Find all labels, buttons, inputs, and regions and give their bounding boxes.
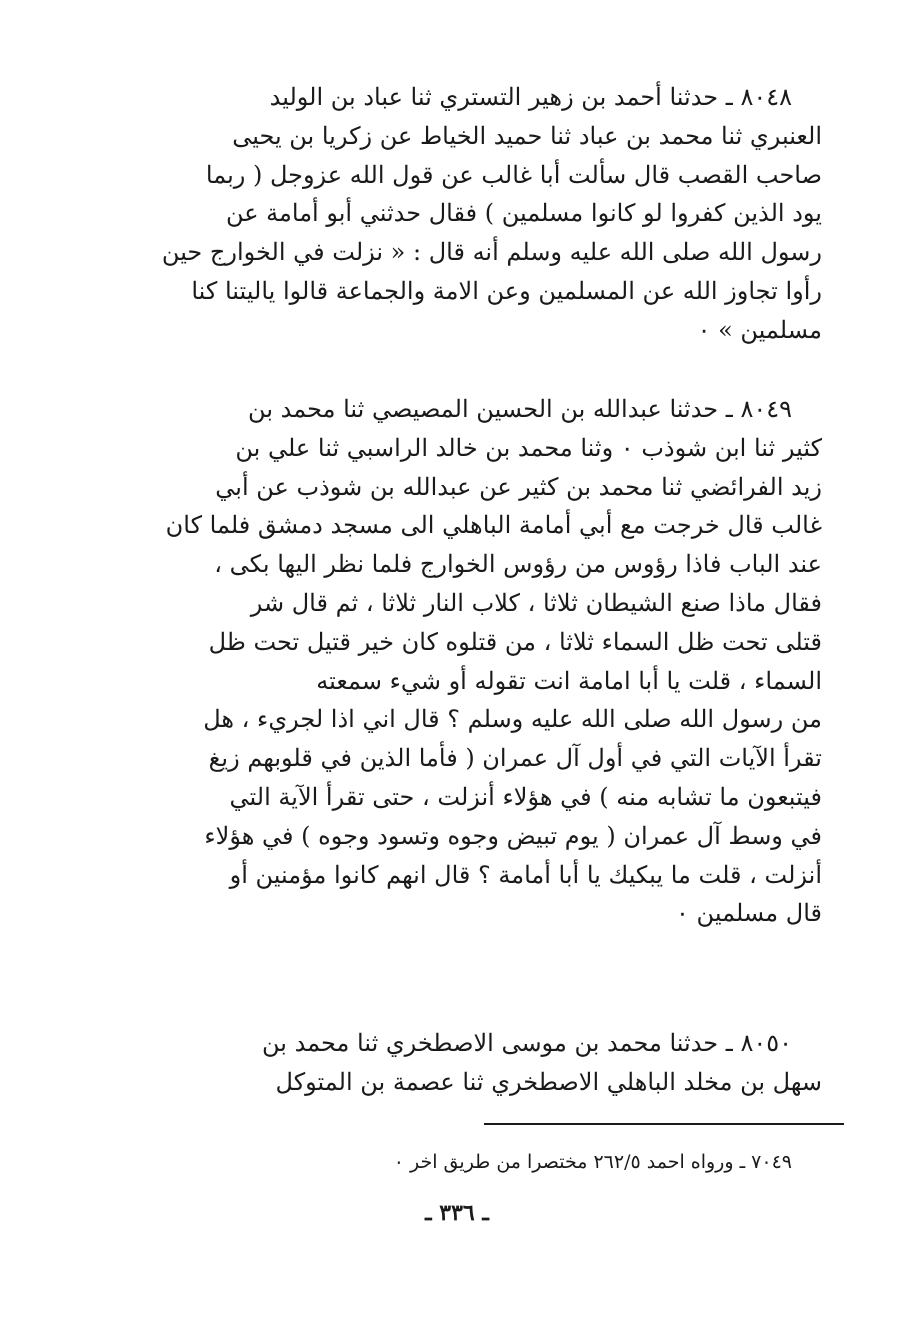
text-line: زيد الفرائضي ثنا محمد بن كثير عن عبدالله بن شوذب عن أبي: [215, 472, 822, 501]
footnote-separator: [484, 1123, 844, 1125]
text-line: ٨٠٥٠ ـ حدثنا محمد بن موسى الاصطخري ثنا محمد بن: [261, 1029, 792, 1057]
text-line: كثير ثنا ابن شوذب ٠ وثنا محمد بن خالد الراسبي ثنا علي بن: [235, 433, 822, 462]
text-line: فقال ماذا صنع الشيطان ثلاثا ، كلاب النار ثلاثا ، ثم قال شر: [250, 588, 822, 617]
text-line: من رسول الله صلى الله عليه وسلم ؟ قال اني اذا لجريء ، هل: [203, 705, 822, 734]
text-line: يود الذين كفروا لو كانوا مسلمين ) فقال حدثني أبو أمامة عن: [225, 199, 822, 228]
text-line: رسول الله صلى الله عليه وسلم أنه قال : « نزلت في الخوارج حين: [161, 238, 822, 267]
hadith-8049: [102, 390, 822, 933]
hadith-8048: [102, 78, 822, 350]
hadith-8050: [102, 1024, 822, 1102]
text-line: أنزلت ، قلت ما يبكيك يا أبا أمامة ؟ قال انهم كانوا مؤمنين أو: [229, 860, 822, 889]
page-number: ـ ٣٣٦ ـ: [425, 1200, 489, 1226]
text-line: العنبري ثنا محمد بن عباد ثنا حميد الخياط عن زكريا بن يحيى: [232, 121, 822, 150]
text-line: ٨٠٤٩ ـ حدثنا عبدالله بن الحسين المصيصي ثنا محمد بن: [248, 395, 792, 423]
text-line: سهل بن مخلد الباهلي الاصطخري ثنا عصمة بن المتوكل: [275, 1067, 822, 1096]
text-line: مسلمين » ٠: [697, 315, 822, 344]
footnote: ٧٠٤٩ ـ ورواه احمد ٢٦٢/٥ مختصرا من طريق اخر ٠: [393, 1151, 792, 1173]
text-line: تقرأ الآيات التي في أول آل عمران ( فأما الذين في قلوبهم زيغ: [208, 744, 822, 773]
text-line: غالب قال خرجت مع أبي أمامة الباهلي الى مسجد دمشق فلما كان: [165, 511, 822, 540]
text-line: قتلى تحت ظل السماء ثلاثا ، من قتلوه كان خير قتيل تحت ظل: [208, 627, 822, 656]
text-line: صاحب القصب قال سألت أبا غالب عن قول الله عزوجل ( ربما: [205, 160, 822, 189]
text-line: فيتبعون ما تشابه منه ) في هؤلاء أنزلت ، حتى تقرأ الآية التي: [229, 782, 822, 811]
text-line: قال مسلمين ٠: [676, 899, 822, 928]
text-line: عند الباب فاذا رؤوس من رؤوس الخوارج فلما نظر اليها بكى ،: [214, 550, 822, 579]
text-line: في وسط آل عمران ( يوم تبيض وجوه وتسود وجوه ) في هؤلاء: [204, 821, 822, 850]
text-line: رأوا تجاوز الله عن المسلمين وعن الامة والجماعة قالوا ياليتنا كنا: [191, 276, 822, 305]
text-line: ٨٠٤٨ ـ حدثنا أحمد بن زهير التستري ثنا عباد بن الوليد: [269, 83, 792, 111]
text-line: السماء ، قلت يا أبا امامة انت تقوله أو شيء سمعته: [316, 666, 822, 695]
